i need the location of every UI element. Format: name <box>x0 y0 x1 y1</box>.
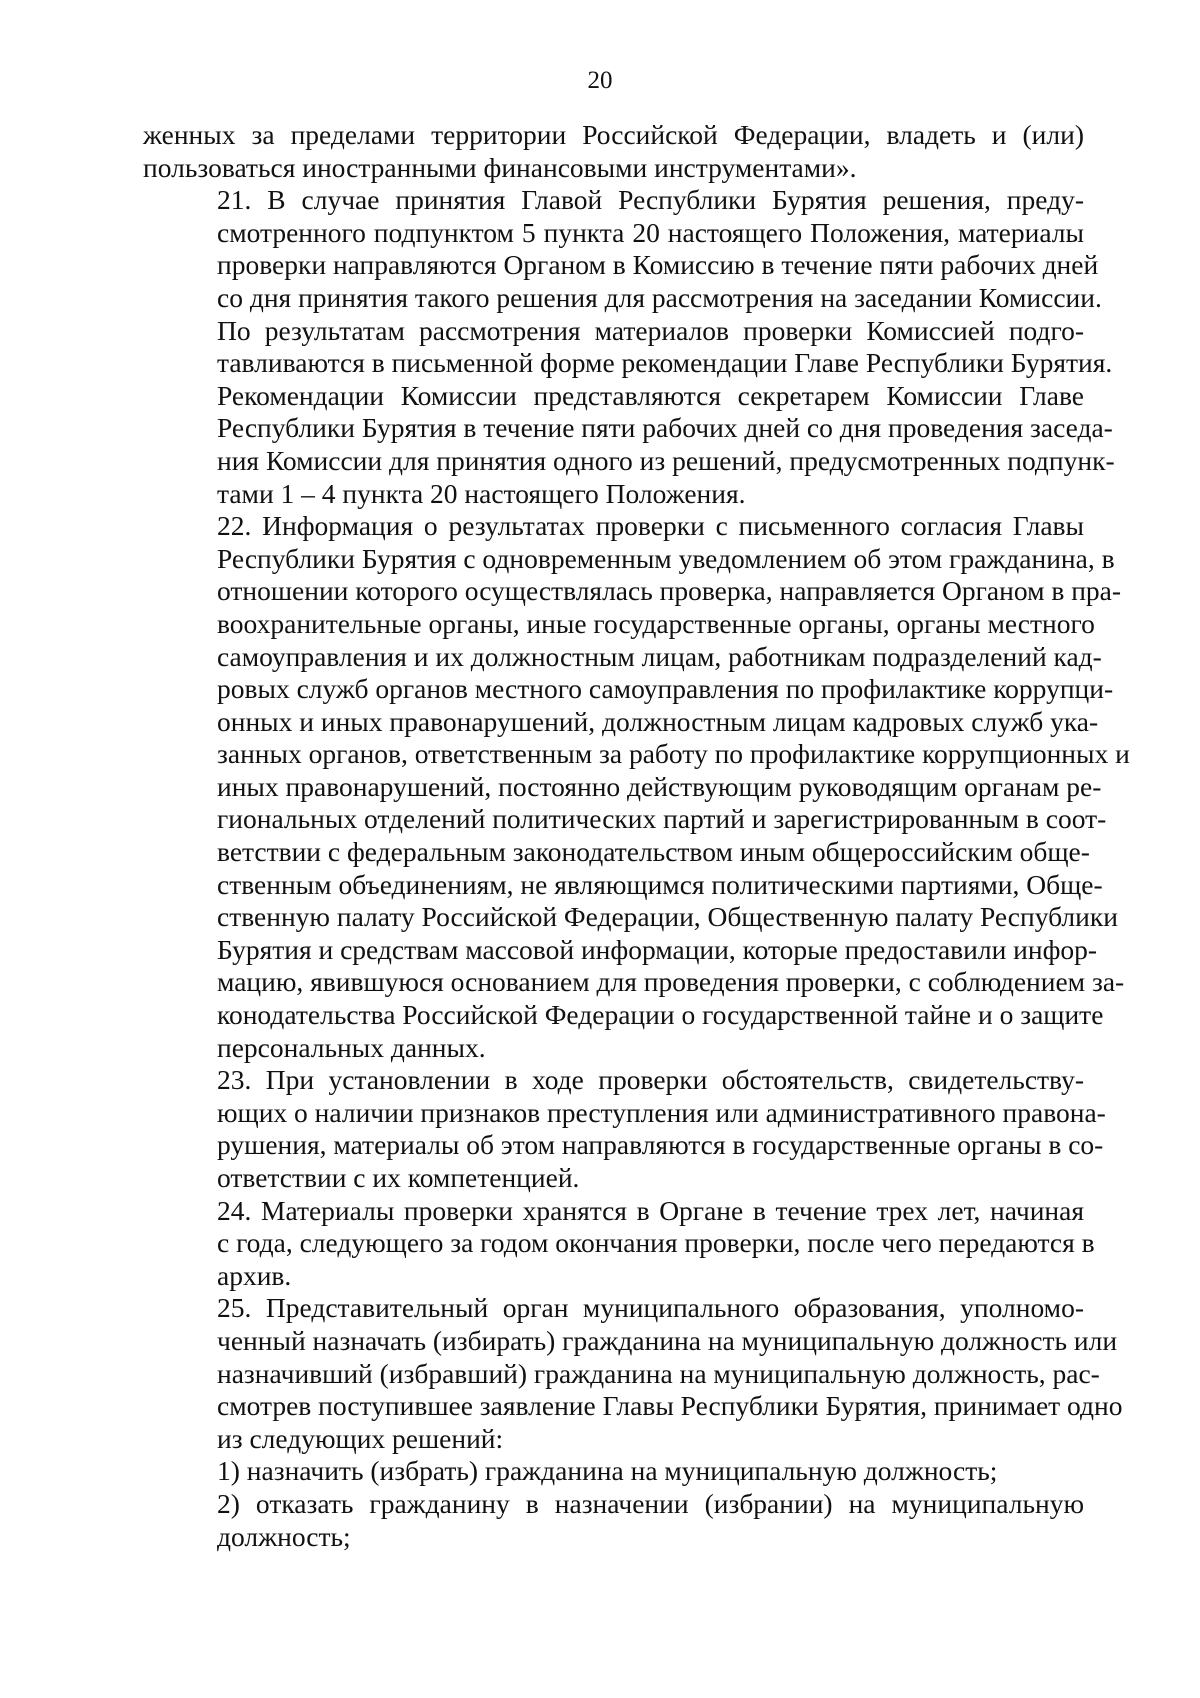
text-line: конодательства Российской Федерации о государственной тайне и о защите <box>217 999 1104 1031</box>
paragraph <box>143 314 1113 380</box>
text-line: ния Комиссии для принятия одного из решений, предусмотренных подпунк- <box>217 444 1115 476</box>
text-line: 2) отказать гражданину в назначении (избрании) на муниципальную <box>217 1487 1084 1519</box>
text-line: Бурятия и средствам массовой информации, которые предоставили инфор- <box>217 933 1098 965</box>
paragraph <box>143 1292 1123 1455</box>
document-body <box>143 119 1130 1553</box>
paragraph <box>143 379 1115 510</box>
text-line: ровых служб органов местного самоуправления по профилактике коррупци- <box>217 673 1114 705</box>
paragraph <box>143 184 1102 314</box>
text-line: онных и иных правонарушений, должностным лицам кадровых служб ука- <box>217 705 1099 737</box>
text-line: 21. В случае принятия Главой Республики Бурятия решения, преду- <box>217 184 1084 216</box>
text-line: проверки направляются Органом в Комиссию в течение пяти рабочих дней <box>217 249 1099 281</box>
text-line: воохранительные органы, иные государственные органы, органы местного <box>217 607 1095 639</box>
text-line: По результатам рассмотрения материалов проверки Комиссией подго- <box>217 314 1084 346</box>
text-line: ющих о наличии признаков преступления или административного правона- <box>217 1096 1106 1128</box>
text-line: 22. Информация о результатах проверки с письменного согласия Главы <box>217 510 1084 542</box>
text-line: Республики Бурятия с одновременным уведомлением об этом гражданина, в <box>217 542 1115 574</box>
text-line: из следующих решений: <box>217 1422 504 1454</box>
text-line: ветствии с федеральным законодательством иным общероссийским обще- <box>217 836 1090 868</box>
text-line: 25. Представительный орган муниципального образования, уполномо- <box>217 1292 1084 1324</box>
text-line: тами 1 – 4 пункта 20 настоящего Положения. <box>217 477 746 509</box>
text-line: с года, следующего за годом окончания проверки, после чего передаются в <box>217 1227 1095 1259</box>
text-line: ченный назначать (избирать) гражданина на муниципальную должность или <box>217 1324 1118 1356</box>
text-line: женных за пределами территории Российской Федерации, владеть и (или) <box>143 119 1084 150</box>
paragraph <box>143 1194 1095 1293</box>
text-line: Республики Бурятия в течение пяти рабочих дней со дня проведения заседа- <box>217 412 1113 444</box>
text-line: ственным объединениям, не являющимся политическими партиями, Обще- <box>217 868 1103 900</box>
text-line: Рекомендации Комиссии представляются секретарем Комиссии Главе <box>217 379 1084 411</box>
paragraph <box>143 1488 1084 1553</box>
text-line: персональных данных. <box>217 1031 486 1063</box>
text-line: ственную палату Российской Федерации, Общественную палату Республики <box>217 901 1118 933</box>
paragraph <box>143 119 1084 184</box>
text-line: 24. Материалы проверки хранятся в Органе в течение трех лет, начиная <box>217 1194 1084 1226</box>
paragraph <box>143 510 1130 1064</box>
text-line: гиональных отделений политических партий и зарегистрированным в соот- <box>217 803 1107 835</box>
text-line: смотрев поступившее заявление Главы Республики Бурятия, принимает одно <box>217 1390 1123 1422</box>
text-line: должность; <box>217 1520 351 1552</box>
text-line: со дня принятия такого решения для рассмотрения на заседании Комиссии. <box>217 281 1102 313</box>
text-line: рушения, материалы об этом направляются в государственные органы в со- <box>217 1129 1104 1161</box>
text-line: архив. <box>217 1259 292 1291</box>
text-line: самоуправления и их должностным лицам, работникам подразделений кад- <box>217 640 1102 672</box>
text-line: назначивший (избравший) гражданина на муниципальную должность, рас- <box>217 1357 1100 1389</box>
text-line: смотренного подпунктом 5 пункта 20 настоящего Положения, материалы <box>217 216 1084 248</box>
text-line: ответствии с их компетенцией. <box>217 1162 580 1193</box>
text-line: пользоваться иностранными финансовыми инструментами». <box>143 151 857 183</box>
page-number: 20 <box>587 67 613 94</box>
text-line: 23. При установлении в ходе проверки обстоятельств, свидетельству- <box>217 1064 1084 1096</box>
text-line: 1) назначить (избрать) гражданина на муниципальную должность; <box>217 1455 998 1487</box>
text-line: иных правонарушений, постоянно действующим руководящим органам ре- <box>217 770 1102 802</box>
text-line: занных органов, ответственным за работу по профилактике коррупционных и <box>217 738 1130 770</box>
text-line: отношении которого осуществлялась проверка, направляется Органом в пра- <box>217 575 1122 607</box>
text-line: тавливаются в письменной форме рекомендации Главе Республики Бурятия. <box>217 347 1113 379</box>
text-line: мацию, явившуюся основанием для проведения проверки, с соблюдением за- <box>217 966 1125 998</box>
paragraph <box>143 1455 1084 1488</box>
paragraph <box>143 1064 1106 1194</box>
